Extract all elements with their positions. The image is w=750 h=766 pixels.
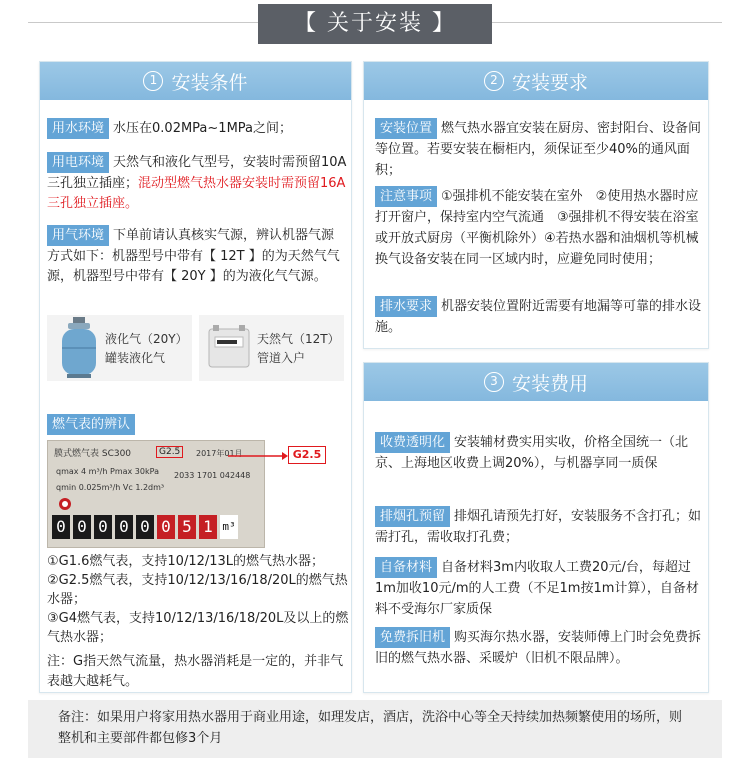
panel-header	[364, 363, 708, 401]
power-text: 天然气和液化气型号，安装时需预留10A三孔独立插座；	[47, 155, 347, 191]
hole-section	[375, 506, 705, 548]
panel-title: 安装条件	[171, 71, 248, 94]
water-section	[47, 118, 347, 140]
gas-cylinder-icon	[59, 317, 99, 379]
ng-label-1: 天然气（12T）	[257, 332, 340, 346]
digit: 5	[178, 515, 196, 539]
digit: 1	[199, 515, 217, 539]
meter-remark: 注：G指天然气流量，热水器消耗是一定的，并非气表越大越耗气。	[47, 654, 344, 689]
fee-tag: 收费透明化	[375, 432, 450, 453]
fee-text: 安装辅材费实用实收，价格全国统一（北京、上海地区收费上调20%），与机器享同一质保	[375, 435, 689, 471]
step-number-icon: 3	[484, 372, 504, 392]
callout-arrow-icon	[228, 451, 288, 461]
gas-meter-icon	[207, 325, 251, 371]
removal-tag: 免费拆旧机	[375, 627, 450, 648]
meter-date: 2017年01月	[196, 449, 243, 458]
lpg-card	[47, 315, 192, 381]
power-section	[47, 152, 347, 215]
drain-text: 机器安装位置附近需要有地漏等可靠的排水设施。	[375, 299, 702, 335]
meter-qmax: qmax 4 m³/h Pmax 30kPa	[56, 467, 159, 476]
material-section	[375, 557, 705, 620]
drain-tag: 排水要求	[375, 296, 437, 317]
page-title: 【 关于安装 】	[258, 4, 492, 44]
attention-text: ①强排机不能安装在室外 ②使用热水器时应打开窗户，保持室内空气流通 ③强排机不得安装在浴室或开放式厨房（平衡机除外）④若热水器和油烟机等机械换气设备安装在同一区域内时，应避免同时使用；	[375, 189, 699, 267]
lpg-label-1: 液化气（20Y）	[105, 332, 188, 346]
water-text: 水压在0.02MPa~1MPa之间；	[113, 121, 293, 136]
position-section	[375, 118, 705, 181]
power-warning: 混动型燃气热水器安装时需预留16A三孔独立插座。	[47, 175, 346, 211]
meter-digits	[52, 515, 238, 539]
panel-title: 安装要求	[511, 71, 588, 94]
hole-tag: 排烟孔预留	[375, 506, 450, 527]
water-tag: 用水环境	[47, 118, 109, 139]
drain-section	[375, 296, 705, 338]
digit: 0	[73, 515, 91, 539]
digit: 0	[115, 515, 133, 539]
hole-text: 排烟孔请预先打好，安装服务不含打孔；如需打孔，需收取打孔费；	[375, 509, 702, 545]
list-item: ②G2.5燃气表，支持10/12/13/16/18/20L的燃气热水器；	[47, 573, 348, 607]
unit-label: m³	[220, 515, 238, 539]
gas-text: 下单前请认真核实气源，辨认机器气源方式如下：机器型号中带有【 12T 】的为天然气气源，机器型号中带有【 20Y 】的为液化气气源。	[47, 228, 340, 284]
panel-header	[364, 62, 708, 100]
natural-gas-card	[199, 315, 344, 381]
callout-label: G2.5	[288, 446, 326, 464]
list-item: ③G4燃气表，支持10/12/13/16/18/20L及以上的燃气热水器；	[47, 611, 349, 645]
panel-title: 安装费用	[511, 372, 588, 395]
gas-section	[47, 225, 347, 288]
meter-qmin: qmin 0.025m³/h Vc 1.2dm³	[56, 483, 165, 492]
meter-model: 膜式燃气表 SC300	[54, 449, 132, 459]
meter-section-title	[47, 414, 139, 436]
removal-section	[375, 627, 705, 669]
power-tag: 用电环境	[47, 152, 109, 173]
gas-tag: 用气环境	[47, 225, 109, 246]
attention-tag: 注意事项	[375, 186, 437, 207]
ng-label-2: 管道入户	[257, 351, 306, 365]
panel-header	[40, 62, 351, 100]
digit: 0	[136, 515, 154, 539]
brand-logo-icon	[58, 497, 72, 511]
position-tag: 安装位置	[375, 118, 437, 139]
meter-serial: 2033 1701 042448	[174, 471, 251, 480]
meter-g-box: G2.5	[156, 446, 183, 458]
meter-list	[47, 552, 349, 647]
removal-text: 购买海尔热水器，安装师傅上门时会免费拆旧的燃气热水器、采暖炉（旧机不限品牌）。	[375, 630, 702, 666]
position-text: 燃气热水器宜安装在厨房、密封阳台、设备间等位置。若要安装在橱柜内，须保证至少40%的通风面积；	[375, 121, 702, 178]
material-tag: 自备材料	[375, 557, 437, 578]
digit: 0	[94, 515, 112, 539]
meter-tag: 燃气表的辨认	[47, 414, 135, 435]
step-number-icon: 1	[143, 71, 163, 91]
attention-section	[375, 186, 705, 270]
digit: 0	[157, 515, 175, 539]
material-text: 自备材料3m内收取人工费20元/台，每超过1m加收10元/m的人工费（不足1m按1m计算），自备材料不受海尔厂家质保	[375, 560, 699, 617]
list-item: ①G1.6燃气表，支持10/12/13L的燃气热水器；	[47, 554, 325, 569]
step-number-icon: 2	[484, 71, 504, 91]
lpg-label-2: 罐装液化气	[105, 351, 166, 365]
digit: 0	[52, 515, 70, 539]
footer-note: 备注：如果用户将家用热水器用于商业用途，如理发店，酒店，洗浴中心等全天持续加热频繁使用的场所，则整机和主要部件都包修3个月	[28, 700, 722, 758]
fee-section	[375, 432, 705, 474]
